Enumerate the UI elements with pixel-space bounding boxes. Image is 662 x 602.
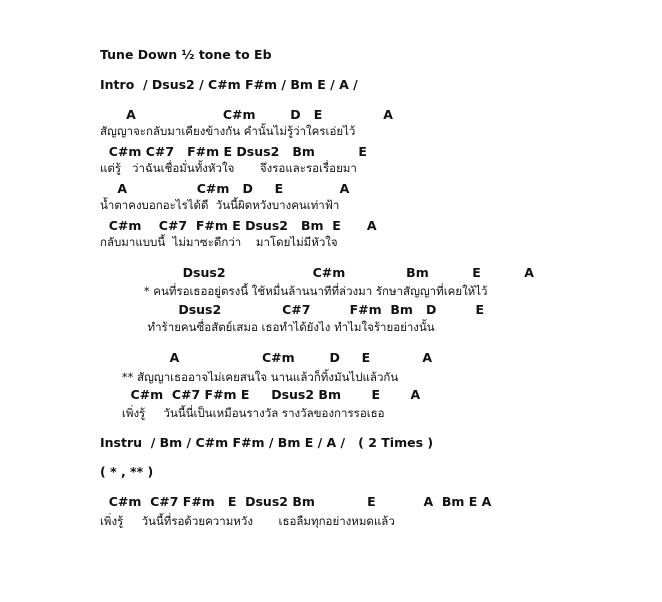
lyric-line: น้ำตาคงบอกอะไรได้ดี วันนี้ผิดหวังบางคนเท่าฟ้า xyxy=(100,198,340,212)
intro-line: Intro / Dsus2 / C#m F#m / Bm E / A / xyxy=(100,77,358,92)
lyric-line: ** สัญญาเธออาจไม่เคยสนใจ นานแล้วก็ทิ้งมันไปแล้วกัน xyxy=(100,370,399,384)
lyric-line: กลับมาแบบนี้ ไม่มาซะดีกว่า มาโดยไม่มีหัวใจ xyxy=(100,235,338,249)
repeat-marker: ( * , ** ) xyxy=(100,464,154,479)
lyric-line: * คนที่รอเธออยู่ตรงนี้ ใช้หมื่นล้านนาทีที่ล่วงมา รักษาสัญญาที่เคยให้ไว้ xyxy=(100,284,488,298)
chord-line: A C#m D E A xyxy=(100,350,433,365)
lyric-line: เพิ่งรู้ วันนี้นี่เป็นเหมือนรางวัล รางวัลของการรอเธอ xyxy=(100,406,385,420)
lyric-line: ทำร้ายคนซื่อสัตย์เสมอ เธอทำได้ยังไง ทำไมใจร้ายอย่างนั้น xyxy=(100,320,435,334)
chord-line: A C#m D E A xyxy=(100,107,393,122)
chord-line: Dsus2 C#m Bm E A xyxy=(100,265,534,280)
chord-line: C#m C#7 F#m E Dsus2 Bm E A xyxy=(100,387,421,402)
chord-line: C#m C#7 F#m E Dsus2 Bm E xyxy=(100,144,367,159)
instru-line: Instru / Bm / C#m F#m / Bm E / A / ( 2 Times ) xyxy=(100,435,434,450)
chord-line: C#m C#7 F#m E Dsus2 Bm E A Bm E A xyxy=(100,494,492,509)
tuning-note: Tune Down ½ tone to Eb xyxy=(100,47,272,62)
lyric-line: เพิ่งรู้ วันนี้ที่รอด้วยความหวัง เธอลืมทุกอย่างหมดแล้ว xyxy=(100,514,395,528)
chord-line: Dsus2 C#7 F#m Bm D E xyxy=(100,302,485,317)
lyric-line: สัญญาจะกลับมาเคียงข้างกัน คำนั้นไม่รู้ว่าใครเอ่ยไว้ xyxy=(100,124,356,138)
chord-line: A C#m D E A xyxy=(100,181,350,196)
chord-line: C#m C#7 F#m E Dsus2 Bm E A xyxy=(100,218,377,233)
lyric-line: แต่รู้ ว่าฉันเชื่อมั่นทั้งหัวใจ จึงรอและรอเรื่อยมา xyxy=(100,161,357,175)
